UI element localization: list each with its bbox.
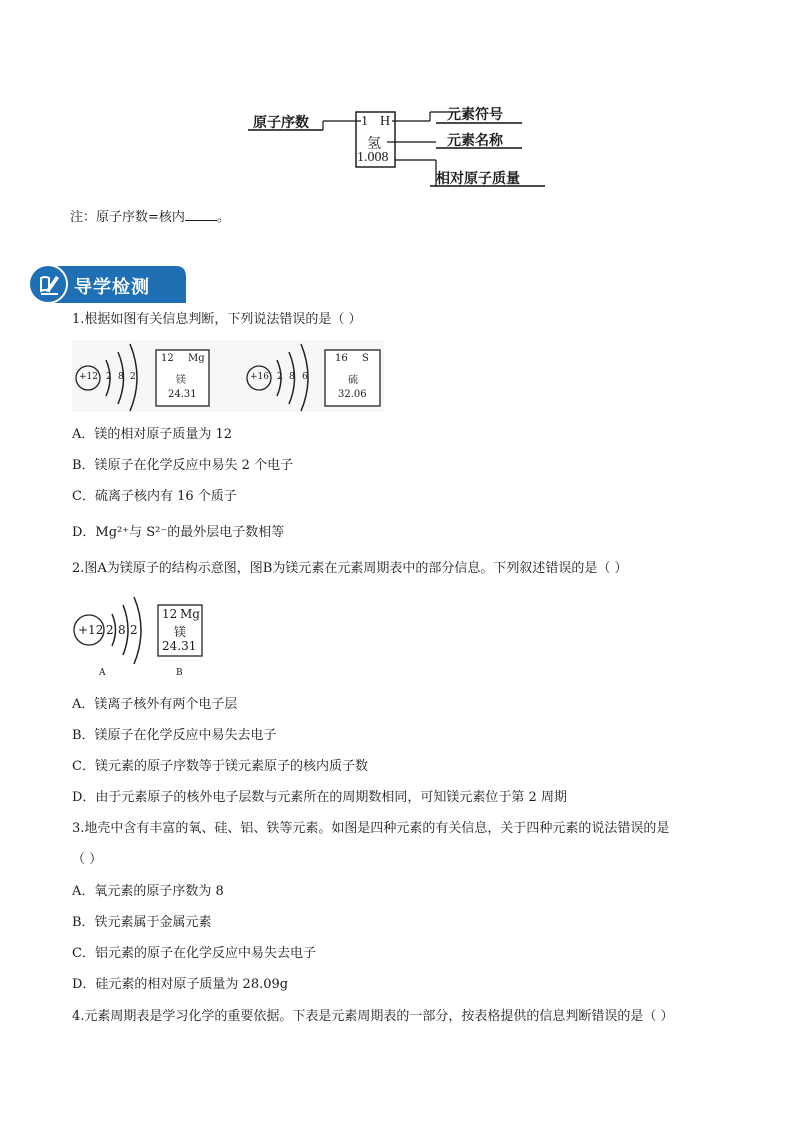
question-2-option-a: A．镁离子核外有两个电子层	[72, 697, 238, 712]
q2-atom-shell1: 2	[106, 623, 114, 637]
question-1-option-b: B．镁原子在化学反应中易失 2 个电子	[72, 458, 294, 473]
question-1-stem: 1.根据如图有关信息判断，下列说法错误的是（ ）	[72, 312, 362, 327]
q2-atom-shell3: 2	[130, 623, 138, 637]
question-3-option-d: D．硅元素的相对原子质量为 28.09g	[72, 977, 289, 992]
q1-tile1-symbol: Mg	[188, 353, 205, 364]
q1-tile2-mass: 32.06	[338, 389, 367, 400]
question-1-option-c: C．硫离子核内有 16 个质子	[72, 489, 237, 504]
question-2-option-d: D．由于元素原子的核外电子层数与元素所在的周期数相同，可知镁元素位于第 2 周期	[72, 790, 567, 805]
legend-box-name: 氢	[367, 137, 381, 152]
question-2-option-c: C．镁元素的原子序数等于镁元素原子的核内质子数	[72, 759, 368, 774]
q1-tile1-name: 镁	[176, 375, 186, 386]
question-3-option-b: B．铁元素属于金属元素	[72, 915, 212, 930]
q1-tile1-mass: 24.31	[168, 389, 197, 400]
question-4-stem: 4.元素周期表是学习化学的重要依据。下表是元素周期表的一部分，按表格提供的信息判断错误的是（ ）	[72, 1009, 674, 1024]
question-3-option-a: A．氧元素的原子序数为 8	[72, 884, 224, 899]
note-blank	[185, 208, 217, 221]
q1-tile2-number: 16	[335, 353, 348, 364]
q1-tile1-number: 12	[161, 353, 174, 364]
q2-tile-number: 12	[162, 607, 178, 621]
question-3-stem-line2: （ ）	[72, 852, 103, 867]
legend-box-number: 1	[361, 114, 368, 129]
q1-tile2-symbol: S	[362, 353, 369, 364]
legend-symbol-label: 元素符号	[447, 107, 503, 123]
legend-atomic-number-label: 原子序数	[253, 115, 309, 131]
q2-tile-symbol: Mg	[180, 607, 200, 621]
note-prefix: 注：原子序数=核内	[70, 210, 185, 225]
legend-name-label: 元素名称	[447, 133, 503, 149]
q1-atom2-nucleus: +16	[250, 372, 269, 382]
q1-atom1-nucleus: +12	[79, 372, 98, 382]
q2-atom-nucleus: +12	[78, 623, 104, 637]
legend-box-symbol: H	[380, 114, 391, 129]
legend-box-mass: 1.008	[357, 150, 389, 165]
q2-caption-a: A	[99, 668, 106, 678]
q1-atom2-shell1: 2	[277, 372, 283, 382]
q1-atom2-shell3: 6	[302, 372, 308, 382]
question-2-stem: 2.图A为镁原子的结构示意图，图B为镁元素在元素周期表中的部分信息。下列叙述错误的是（ ）	[72, 561, 628, 576]
section-banner	[28, 263, 188, 305]
note-line	[70, 208, 230, 226]
question-3-option-c: C．铝元素的原子在化学反应中易失去电子	[72, 946, 316, 961]
question-3-stem-line1: 3.地壳中含有丰富的氧、硅、铝、铁等元素。如图是四种元素的有关信息，关于四种元素的说法错误的是	[72, 821, 670, 836]
question-2-option-b: B．镁原子在化学反应中易失去电子	[72, 728, 277, 743]
question-1-figure	[72, 340, 384, 412]
q1-tile2-name: 硫	[348, 375, 358, 386]
q1-atom1-shell3: 2	[130, 372, 136, 382]
q2-tile-mass: 24.31	[162, 639, 197, 653]
pencil-book-icon	[32, 267, 66, 301]
element-legend-diagram	[240, 100, 560, 195]
legend-mass-label: 相对原子质量	[436, 171, 520, 187]
q2-atom-shell2: 8	[118, 623, 126, 637]
note-suffix: 。	[216, 210, 230, 225]
q2-tile-name: 镁	[174, 625, 187, 639]
q1-atom1-shell2: 8	[118, 372, 124, 382]
question-1-option-d: D．Mg²⁺与 S²⁻的最外层电子数相等	[72, 525, 285, 540]
question-1-option-a: A．镁的相对原子质量为 12	[72, 427, 233, 442]
q1-atom1-shell1: 2	[106, 372, 112, 382]
q2-caption-b: B	[176, 668, 183, 678]
section-title: 导学检测	[74, 277, 150, 298]
question-2-figure	[72, 594, 212, 684]
q1-atom2-shell2: 8	[289, 372, 295, 382]
